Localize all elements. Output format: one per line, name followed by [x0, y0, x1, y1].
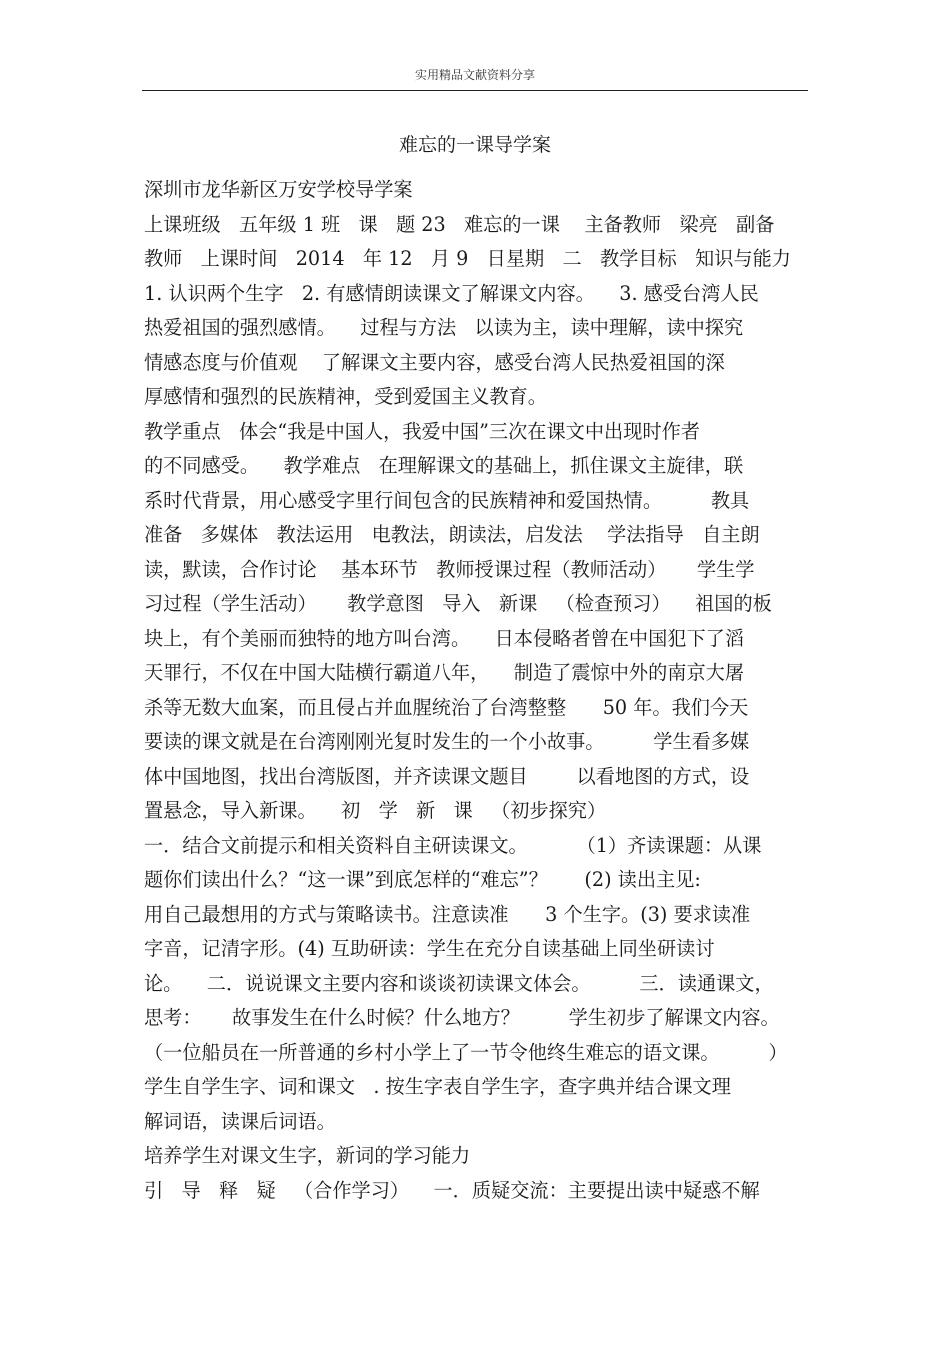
text-line: 的不同感受。 教学难点 在理解课文的基础上，抓住课文主旋律，联: [144, 454, 744, 477]
text-line: 天罪行，不仅在中国大陆横行霸道八年， 制造了震惊中外的南京大屠: [144, 661, 745, 684]
text-line: 教师 上课时间 2014 年 12 月 9 日星期 二 教学目标 知识与能力: [144, 247, 791, 270]
text-line: 用自己最想用的方式与策略读书。注意读准 3 个生字。(3) 要求读准: [144, 902, 751, 926]
text-line: 读，默读，合作讨论 基本环节 教师授课过程（教师活动） 学生学: [144, 557, 755, 581]
document-title: 难忘的一课导学案: [398, 134, 551, 156]
text-line: 题你们读出什么？“这一课”到底怎样的“难忘”？ (2) 读出主见:: [144, 868, 701, 891]
text-line: 学生自学生字、词和课文 . 按生字表自学生字，查字典并结合课文理: [144, 1075, 731, 1098]
text-line: （一位船员在一所普通的乡村小学上了一节令他终生难忘的语文课。 ）: [144, 1040, 788, 1064]
text-line: 系时代背景，用心感受字里行间包含的民族精神和爱国热情。 教具: [144, 488, 750, 512]
text-line: 论。 二．说说课文主要内容和谈谈初读课文体会。 三．读通课文，: [144, 971, 774, 995]
text-line: 置悬念，导入新课。 初 学 新 课 （初步探究）: [144, 799, 607, 822]
text-line: 一．结合文前提示和相关资料自主研读课文。 （1）齐读课题：从课: [144, 833, 762, 857]
text-line: 培养学生对课文生字，新词的学习能力: [144, 1144, 471, 1167]
header-divider: [142, 90, 808, 91]
text-line: 热爱祖国的强烈感情。 过程与方法 以读为主，读中理解，读中探究: [144, 316, 744, 339]
text-line: 习过程（学生活动） 教学意图 导入 新课 （检查预习） 祖国的板: [144, 592, 772, 615]
text-line: 字音，记清字形。(4) 互助研读：学生在充分自读基础上同坐研读讨: [144, 937, 715, 960]
text-line: 体中国地图，找出台湾版图，并齐读课文题目 以看地图的方式，设: [144, 764, 750, 788]
text-line: 准备 多媒体 教法运用 电教法，朗读法，启发法 学法指导 自主朗: [144, 523, 760, 546]
text-line: 思考： 故事发生在什么时候？什么地方？ 学生初步了解课文内容。: [144, 1006, 780, 1029]
text-line: 深圳市龙华新区万安学校导学案: [144, 178, 413, 201]
document-body: [144, 173, 809, 1208]
text-line: 杀等无数大血案，而且侵占并血腥统治了台湾整整 50 年。我们今天: [144, 695, 749, 719]
text-line: 上课班级 五年级 1 班 课 题 23 难忘的一课 主备教师 梁亮 副备: [144, 212, 775, 236]
text-line: 教学重点 体会“我是中国人，我爱中国”三次在课文中出现时作者: [144, 419, 700, 443]
text-line: 情感态度与价值观 了解课文主要内容，感受台湾人民热爱祖国的深: [144, 350, 725, 374]
text-line: 块上，有个美丽而独特的地方叫台湾。 日本侵略者曾在中国犯下了滔: [144, 626, 745, 650]
text-line: 解词语，读课后词语。: [144, 1109, 336, 1133]
text-line: 1. 认识两个生字 2. 有感情朗读课文了解课文内容。 3. 感受台湾人民: [144, 281, 759, 305]
text-line: 要读的课文就是在台湾刚刚光复时发生的一个小故事。 学生看多媒: [144, 730, 750, 753]
text-line: 引 导 释 疑 （合作学习） 一．质疑交流：主要提出读中疑惑不解: [144, 1178, 760, 1202]
page-header: 实用精品文献资料分享: [414, 68, 535, 82]
text-line: 厚感情和强烈的民族精神，受到爱国主义教育。: [144, 385, 547, 408]
